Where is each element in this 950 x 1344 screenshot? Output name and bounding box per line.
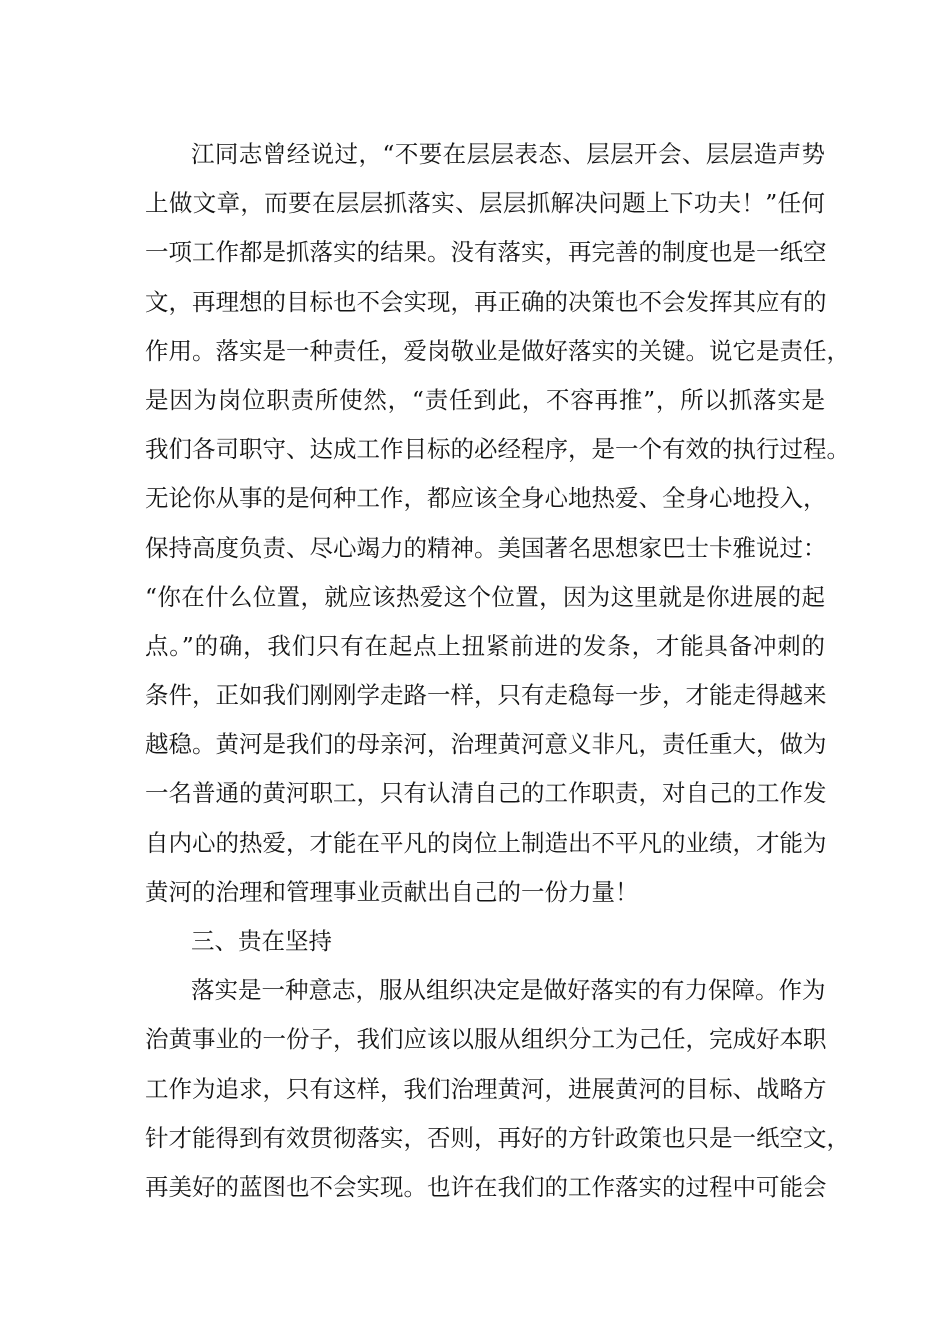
paragraph-line: 是因为岗位职责所使然，“责任到此，不容再推”，所以抓落实是 [145,385,825,414]
paragraph-line: 无论你从事的是何种工作，都应该全身心地热爱、全身心地投入， [145,484,827,513]
paragraph-line: 上做文章，而要在层层抓落实、层层抓解决问题上下功夫！”任何 [145,189,825,218]
paragraph-line: 针才能得到有效贯彻落实，否则，再好的方针政策也只是一纸空文， [145,1123,850,1152]
document-body [145,130,850,1212]
paragraph-line: 江同志曾经说过，“不要在层层表态、层层开会、层层造声势 [191,140,825,168]
paragraph-line: 工作为追求，只有这样，我们治理黄河，进展黄河的目标、战略方 [145,1074,827,1103]
paragraph-line: 条件，正如我们刚刚学走路一样，只有走稳每一步，才能走得越来 [145,681,827,710]
paragraph-line: 我们各司职守、达成工作目标的必经程序，是一个有效的执行过程。 [145,435,850,464]
paragraph-line: 一项工作都是抓落实的结果。没有落实，再完善的制度也是一纸空 [145,238,827,267]
paragraph-line: 自内心的热爱，才能在平凡的岗位上制造出不平凡的业绩，才能为 [145,828,827,857]
paragraph-line: 作用。落实是一种责任，爱岗敬业是做好落实的关键。说它是责任， [145,336,850,365]
paragraph-line: “你在什么位置，就应该热爱这个位置，因为这里就是你进展的起 [145,582,825,611]
paragraph-line: 点。”的确，我们只有在起点上扭紧前进的发条，才能具备冲刺的 [145,631,825,660]
paragraph-line: 保持高度负责、尽心竭力的精神。美国著名思想家巴士卡雅说过： [145,533,827,562]
section-heading: 三、贵在坚持 [191,927,332,955]
paragraph-line: 越稳。黄河是我们的母亲河，治理黄河意义非凡，责任重大，做为 [145,730,827,759]
paragraph-line: 文，再理想的目标也不会实现，再正确的决策也不会发挥其应有的 [145,287,827,316]
paragraph-line: 再美好的蓝图也不会实现。也许在我们的工作落实的过程中可能会 [145,1172,827,1201]
paragraph-line: 一名普通的黄河职工，只有认清自己的工作职责，对自己的工作发 [145,779,827,808]
paragraph-line: 治黄事业的一份子，我们应该以服从组织分工为己任，完成好本职 [145,1025,827,1054]
paragraph-line: 黄河的治理和管理事业贡献出自己的一份力量！ [145,877,639,906]
paragraph-line: 落实是一种意志，服从组织决定是做好落实的有力保障。作为 [191,976,826,1005]
